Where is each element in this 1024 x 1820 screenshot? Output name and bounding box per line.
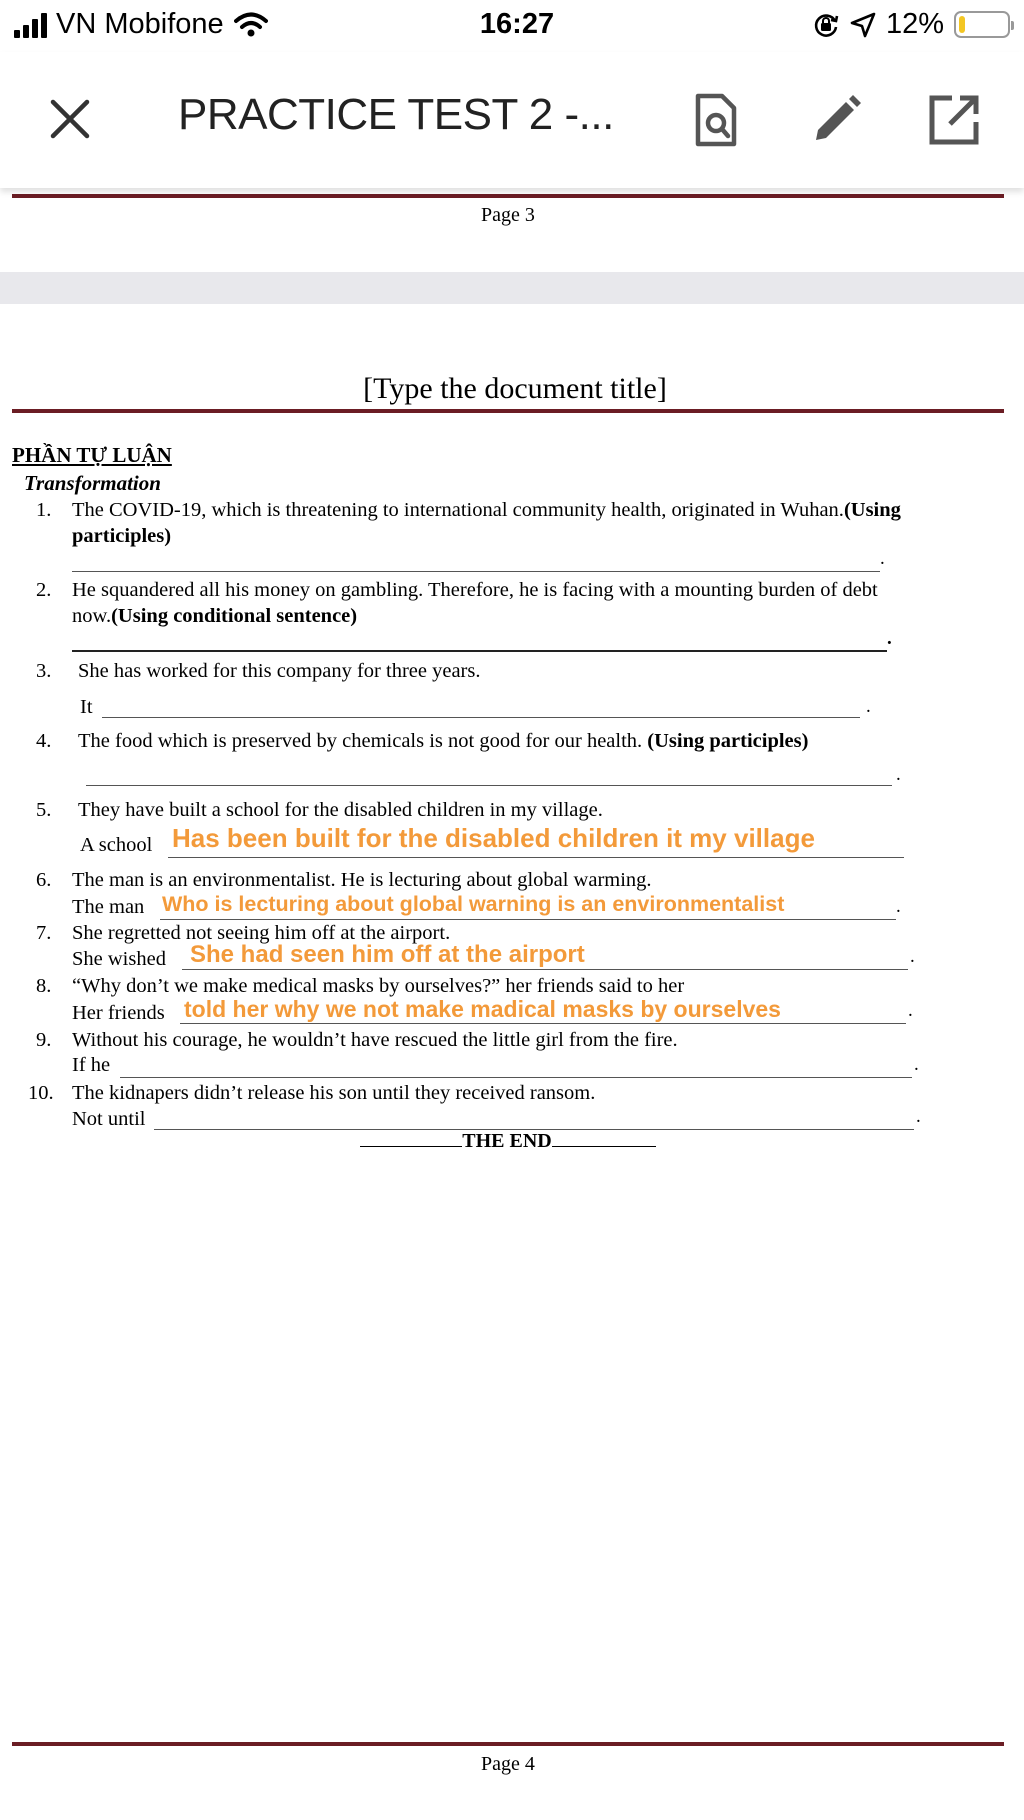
page-footer-rule bbox=[12, 1742, 1004, 1746]
header-rule bbox=[12, 409, 1004, 413]
handwritten-answer: Has been built for the disabled children it my village bbox=[172, 823, 815, 853]
battery-percent: 12% bbox=[885, 8, 944, 40]
search-document-icon[interactable] bbox=[686, 90, 746, 150]
answer-line[interactable] bbox=[154, 1110, 914, 1130]
close-icon[interactable] bbox=[45, 94, 95, 144]
handwritten-answer: Who is lecturing about global warning is an environmentalist bbox=[162, 892, 785, 916]
answer-line[interactable] bbox=[86, 768, 892, 786]
page-number: Page 3 bbox=[481, 204, 535, 226]
handwritten-answer: She had seen him off at the airport bbox=[190, 941, 585, 968]
battery-icon bbox=[954, 11, 1010, 38]
battery-fill bbox=[959, 16, 965, 33]
status-bar bbox=[0, 0, 1024, 52]
clock: 16:27 bbox=[479, 8, 555, 40]
rotation-lock-icon bbox=[812, 11, 840, 39]
open-external-icon[interactable] bbox=[924, 90, 984, 150]
handwritten-answer: told her why we not make madical masks by ourselves bbox=[184, 996, 781, 1022]
edit-pencil-icon[interactable] bbox=[806, 90, 866, 150]
page-footer-rule bbox=[12, 194, 1004, 198]
page-number: Page 4 bbox=[481, 1753, 535, 1775]
location-arrow-icon bbox=[850, 12, 876, 38]
answer-line[interactable] bbox=[120, 1058, 912, 1078]
app-toolbar bbox=[0, 52, 1024, 188]
carrier-name: VN Mobifone bbox=[56, 8, 224, 40]
answer-line[interactable] bbox=[72, 552, 880, 572]
answer-line[interactable] bbox=[102, 700, 860, 718]
answer-line[interactable] bbox=[72, 632, 887, 652]
section-heading: PHẦN TỰ LUẬN bbox=[12, 443, 172, 467]
page-gap bbox=[0, 272, 1024, 304]
document-header-title: [Type the document title] bbox=[363, 372, 667, 405]
document-title: PRACTICE TEST 2 -... bbox=[178, 90, 614, 139]
end-marker: THE END bbox=[0, 1130, 1016, 1153]
subsection-heading: Transformation bbox=[24, 471, 161, 495]
